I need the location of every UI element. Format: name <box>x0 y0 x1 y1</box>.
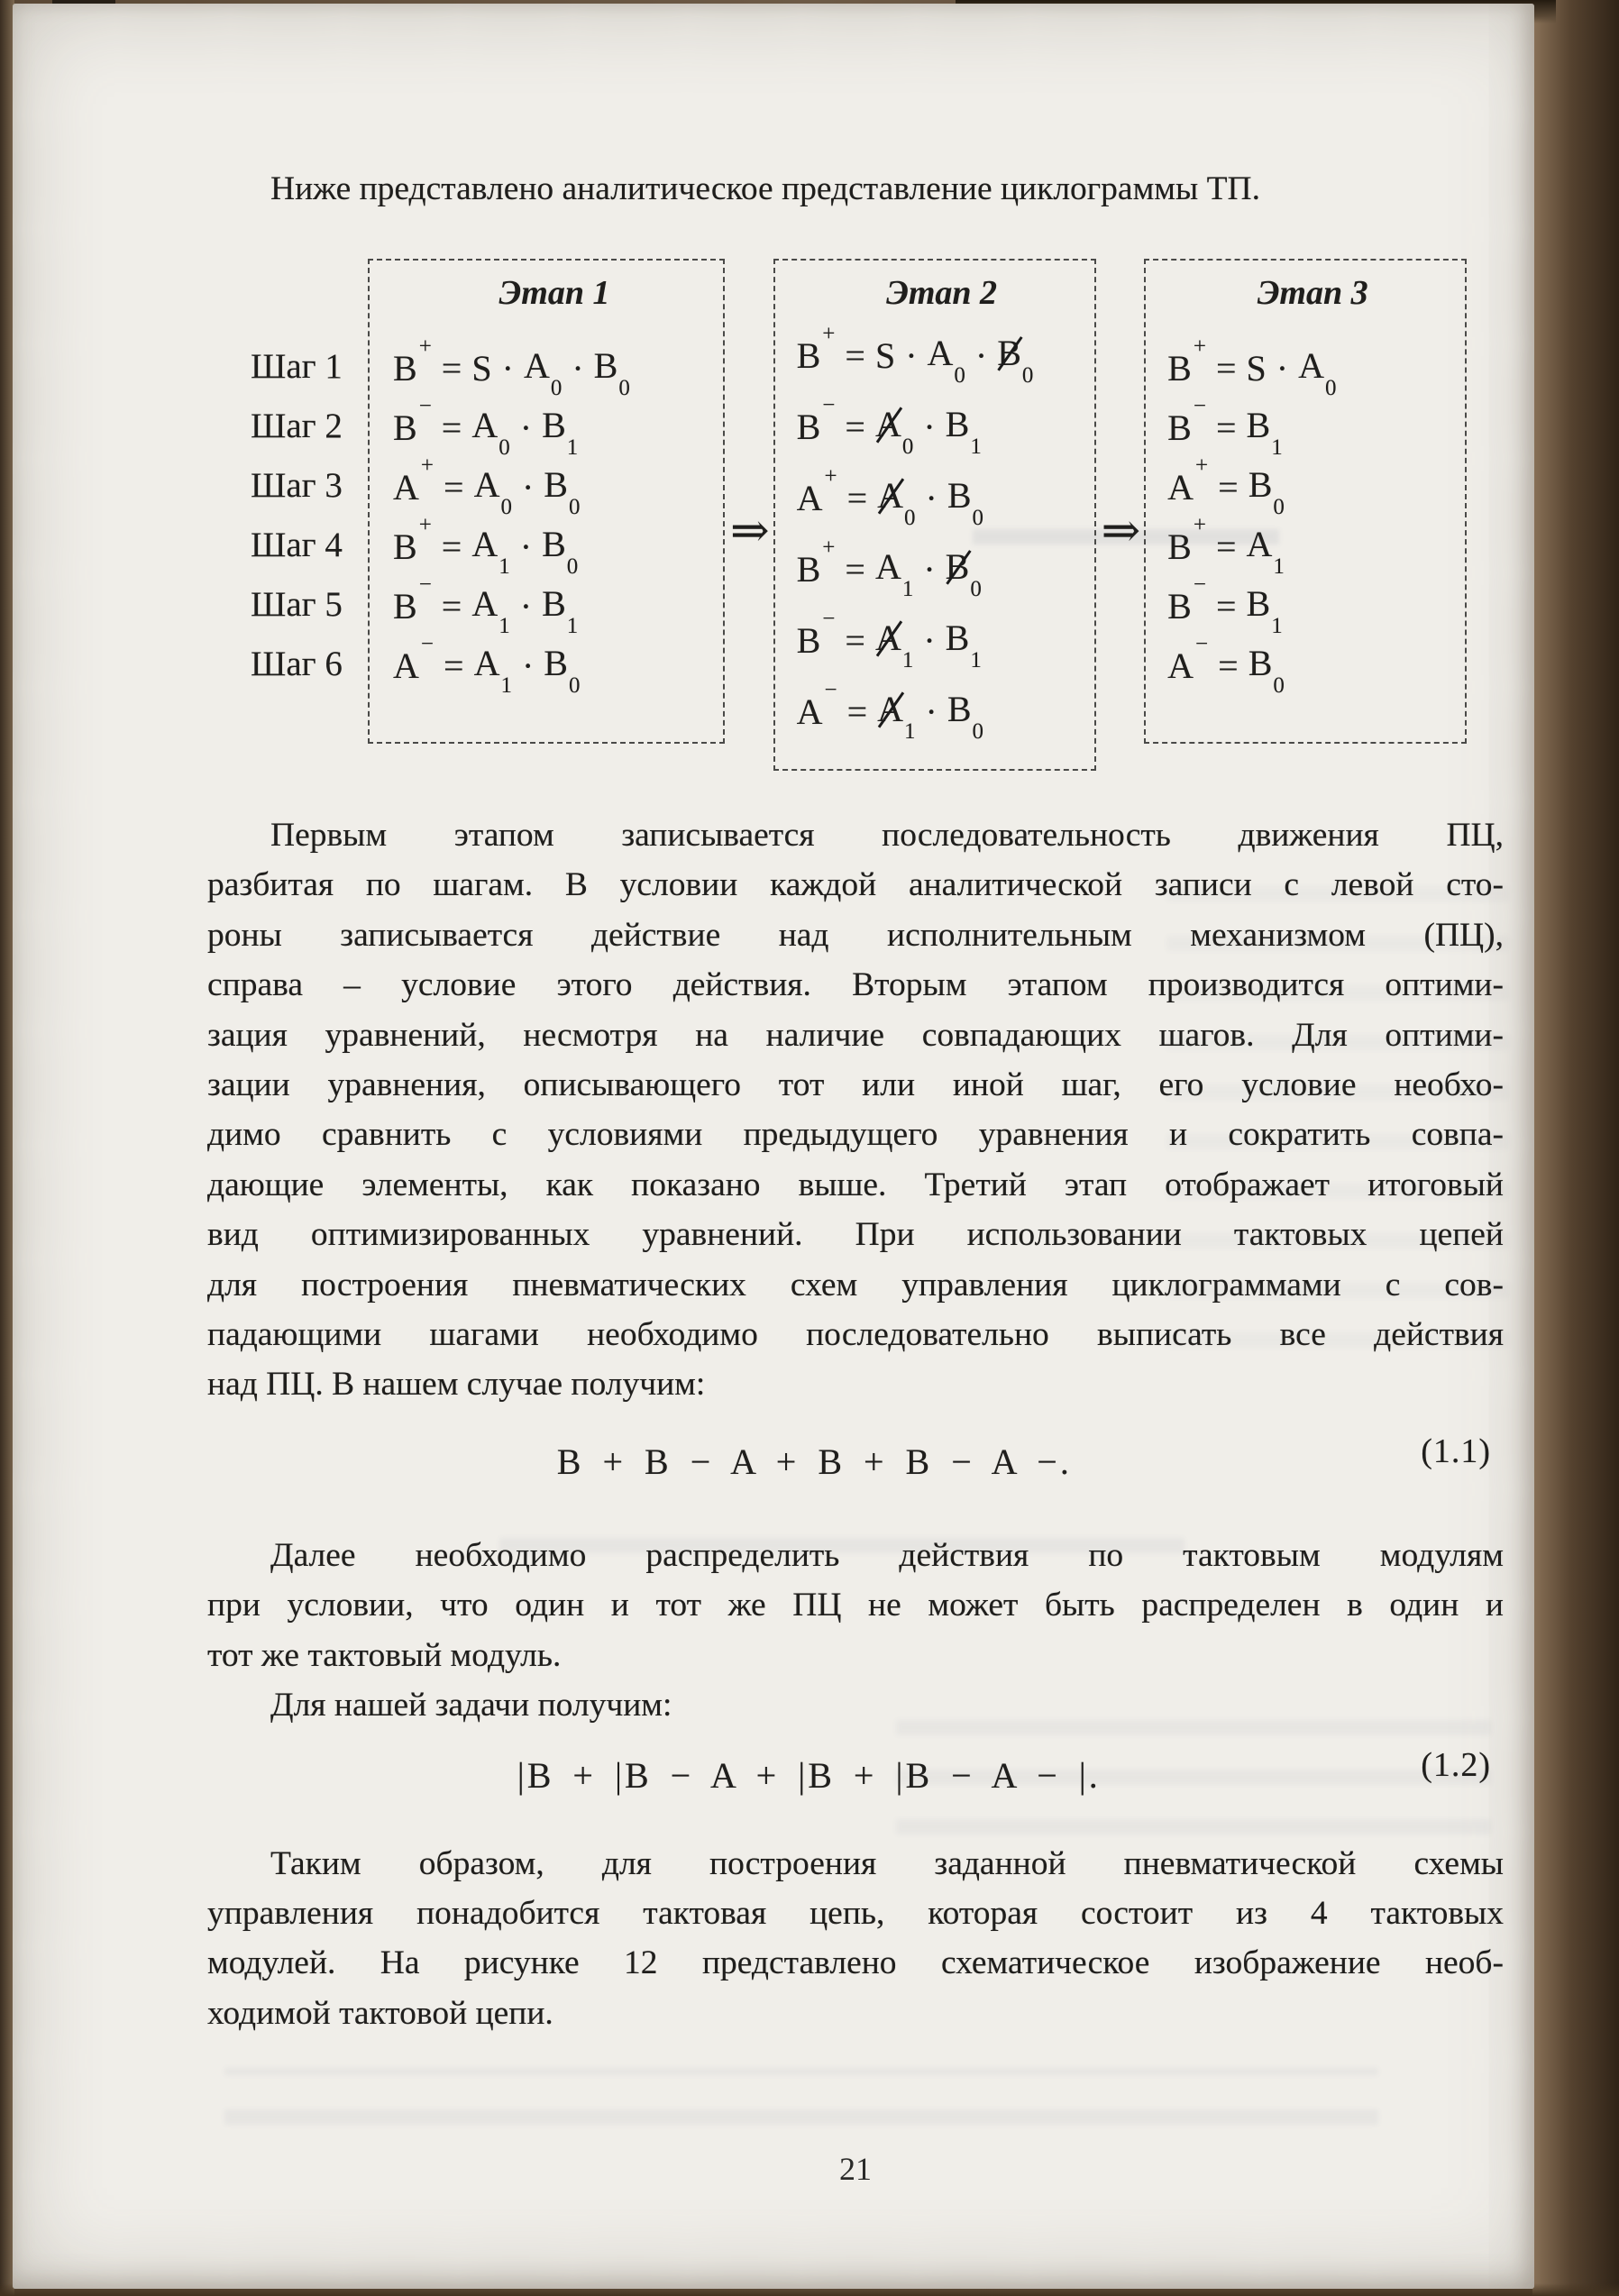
equation-term: A+ <box>796 464 837 518</box>
operator: · <box>519 407 533 448</box>
equation-term: B− <box>796 393 836 447</box>
text-line: справа – условие этого действия. Вторым этапом производится оптими- <box>207 966 1504 1004</box>
equation-term: $A_1$ <box>471 582 510 638</box>
equation-row <box>1167 334 1458 400</box>
operator: = <box>845 335 865 376</box>
operator: = <box>444 645 464 686</box>
equation-term: $B_0$ <box>1248 463 1285 519</box>
equation-term: $A_1$ <box>473 642 512 698</box>
implies-arrow-icon: ⇒ <box>730 506 770 557</box>
equation-term: B+ <box>796 322 836 376</box>
text-line: Далее необходимо распределить действия по тактовым модулям <box>270 1536 1504 1574</box>
equation-term: $A_1$ <box>1246 523 1285 579</box>
text-line: зации уравнения, описывающего тот или иной шаг, его условие необхо- <box>207 1066 1504 1104</box>
operator: = <box>441 347 462 389</box>
operator: = <box>845 549 865 590</box>
operator: = <box>845 620 865 661</box>
equation-term: $B_0$ <box>1248 642 1285 698</box>
equation-term: $A_1$ <box>471 523 510 579</box>
operator: = <box>1218 466 1239 508</box>
equation-term: $B_1$ <box>945 404 982 459</box>
step-label: Шаг 1 <box>251 346 343 386</box>
equation-row <box>393 334 716 400</box>
text-line: для построения пневматических схем управления циклограммами с сов- <box>207 1266 1504 1304</box>
equation-row <box>797 676 1087 747</box>
book-page <box>13 4 1534 2289</box>
equation-row <box>393 453 716 519</box>
text-line: падающими шагами необходимо последовательно выписать все действия <box>207 1316 1504 1354</box>
text-line: ходимой тактовой цепи. <box>207 1994 553 2032</box>
equation-1-1 <box>207 1432 1504 1495</box>
text-line: Первым этапом записывается последовательность движения ПЦ, <box>270 817 1504 854</box>
page-number: 21 <box>839 2151 872 2187</box>
text-line: над ПЦ. В нашем случае получим: <box>207 1366 706 1404</box>
equation-term: $A_0$ <box>471 404 510 460</box>
operator: · <box>521 645 535 686</box>
equation-row <box>393 572 716 638</box>
equation-1-2-label: (1.2) <box>1421 1745 1491 1784</box>
equation-term: B+ <box>1167 512 1206 567</box>
stage-2-box <box>773 259 1096 771</box>
equation-row <box>1167 572 1458 638</box>
equation-term: A− <box>1167 631 1209 686</box>
equation-term: $B_0$ <box>542 523 579 579</box>
equation-term: $B_0$ <box>997 333 1034 388</box>
step-label: Шаг 5 <box>251 584 343 624</box>
stage-2-equations <box>797 320 1087 747</box>
implies-arrow-icon: ⇒ <box>1101 506 1141 557</box>
stage-3-title: Этап 3 <box>1257 274 1368 312</box>
operator: · <box>572 347 584 389</box>
text-line: тот же тактовый модуль. <box>207 1636 562 1674</box>
stage-1-title: Этап 1 <box>499 274 610 312</box>
equation-row <box>1167 512 1458 579</box>
equation-row <box>797 605 1087 676</box>
operator: · <box>925 478 938 518</box>
text-line: димо сравнить с условиями предыдущего уравнения и сократить совпа- <box>207 1116 1504 1154</box>
paragraph-3 <box>207 1839 1504 2039</box>
stage-3-box <box>1144 259 1467 744</box>
step-label: Шаг 3 <box>251 465 343 505</box>
equation-term: $A_0$ <box>877 475 916 530</box>
equation-term: B+ <box>1167 334 1206 389</box>
equation-term: B− <box>796 607 836 661</box>
operator: · <box>923 407 936 447</box>
intro-line: Ниже представлено аналитическое представление циклограммы ТП. <box>270 170 1260 207</box>
bleedthrough-smudge <box>224 2068 1378 2133</box>
text-line: роны записывается действие над исполнительным механизмом (ПЦ), <box>207 916 1504 954</box>
cyclogram-diagram <box>251 259 1504 771</box>
operator: = <box>441 407 462 448</box>
step-label: Шаг 6 <box>251 644 343 683</box>
equation-term: $B_1$ <box>1246 582 1283 638</box>
operator: = <box>1218 645 1239 686</box>
operator: · <box>923 549 936 590</box>
paragraph-2 <box>207 1531 1504 1680</box>
equation-term: $B_0$ <box>947 689 984 744</box>
equation-term: A+ <box>393 453 434 508</box>
equation-term: B+ <box>796 535 836 590</box>
equation-term: S <box>1246 347 1267 389</box>
equation-1-1-formula: B + B − A + B + B − A −. <box>556 1441 1072 1482</box>
operator: = <box>1215 526 1237 567</box>
stage-1-equations <box>393 334 716 698</box>
operator: · <box>519 585 533 627</box>
operator: = <box>1215 585 1237 627</box>
stage-2-title: Этап 2 <box>886 274 998 312</box>
page-content <box>13 4 1534 2038</box>
equation-1-2-formula: |B + |B − A + |B + |B − A − |. <box>517 1754 1101 1796</box>
equation-row <box>1167 393 1458 460</box>
equation-row <box>1167 453 1458 519</box>
equation-term: $A_0$ <box>1298 344 1337 400</box>
equation-term: $B_0$ <box>945 546 982 601</box>
equation-term: B− <box>393 572 432 627</box>
equation-row <box>797 534 1087 605</box>
operator: · <box>923 620 936 661</box>
equation-term: A− <box>796 678 837 732</box>
operator: · <box>521 466 535 508</box>
photo-edge-right <box>1532 0 1619 2296</box>
operator: · <box>519 526 533 567</box>
operator: = <box>1215 347 1237 389</box>
text-line: разбитая по шагам. В условии каждой аналитической записи с левой сто- <box>207 866 1504 904</box>
step-label: Шаг 4 <box>251 525 343 564</box>
equation-term: B+ <box>393 334 432 389</box>
equation-term: $A_1$ <box>877 689 916 744</box>
operator: = <box>846 691 868 732</box>
equation-term: S <box>471 347 492 389</box>
step-labels-column <box>251 259 357 693</box>
equation-term: $B_0$ <box>947 475 984 530</box>
equation-term: B− <box>393 393 432 448</box>
text-line: вид оптимизированных уравнений. При использовании тактовых цепей <box>207 1216 1504 1254</box>
equation-term: $B_0$ <box>593 344 630 400</box>
equation-term: S <box>874 335 896 376</box>
equation-term: $B_1$ <box>1246 404 1283 460</box>
equation-row <box>797 391 1087 462</box>
equation-row <box>797 320 1087 391</box>
equation-term: $A_0$ <box>473 463 512 519</box>
equation-term: $A_0$ <box>523 344 563 400</box>
operator: = <box>846 478 868 518</box>
text-line: при условии, что один и тот же ПЦ не может быть распределен в один и <box>207 1587 1504 1624</box>
operator: · <box>501 347 514 389</box>
operator: · <box>905 335 918 376</box>
stage-1-box <box>368 259 725 744</box>
text-line: Таким образом, для построения заданной пневматической схемы <box>270 1844 1504 1882</box>
operator: · <box>1276 347 1289 389</box>
text-line: зация уравнений, несмотря на наличие совпадающих шагов. Для оптими- <box>207 1016 1504 1054</box>
lead-in-line: Для нашей задачи получим: <box>270 1687 672 1724</box>
operator: = <box>1215 407 1237 448</box>
text-line: дающие элементы, как показано выше. Третий этап отображает итоговый <box>207 1166 1504 1203</box>
text-line: модулей. На рисунке 12 представлено схематическое изображение необ- <box>207 1944 1504 1982</box>
equation-term: $B_1$ <box>542 404 579 460</box>
equation-term: $A_0$ <box>874 404 914 459</box>
operator: = <box>441 526 462 567</box>
stage-3-equations <box>1167 334 1458 698</box>
equation-term: $B_0$ <box>544 642 581 698</box>
equation-1-1-label: (1.1) <box>1421 1432 1491 1470</box>
step-label: Шаг 2 <box>251 406 343 445</box>
equation-term: $B_1$ <box>945 617 982 672</box>
text-line: управления понадобится тактовая цепь, которая состоит из 4 тактовых <box>207 1894 1504 1932</box>
equation-row <box>393 512 716 579</box>
equation-row <box>797 462 1087 534</box>
equation-1-2 <box>207 1745 1504 1808</box>
equation-term: $A_0$ <box>927 333 965 388</box>
operator: = <box>441 585 462 627</box>
paragraph-1 <box>207 810 1504 1410</box>
equation-term: B− <box>1167 393 1206 448</box>
equation-term: $B_1$ <box>542 582 579 638</box>
equation-term: A+ <box>1167 453 1209 508</box>
equation-term: B+ <box>393 512 432 567</box>
equation-row <box>393 393 716 460</box>
equation-term: $B_0$ <box>544 463 581 519</box>
equation-term: B− <box>1167 572 1206 627</box>
equation-row <box>1167 631 1458 698</box>
operator: · <box>925 691 938 732</box>
operator: = <box>444 466 464 508</box>
equation-term: $A_1$ <box>874 617 914 672</box>
operator: = <box>845 407 865 447</box>
operator: · <box>974 335 988 376</box>
equation-term: A− <box>393 631 434 686</box>
equation-term: $A_1$ <box>874 546 914 601</box>
equation-row <box>393 631 716 698</box>
